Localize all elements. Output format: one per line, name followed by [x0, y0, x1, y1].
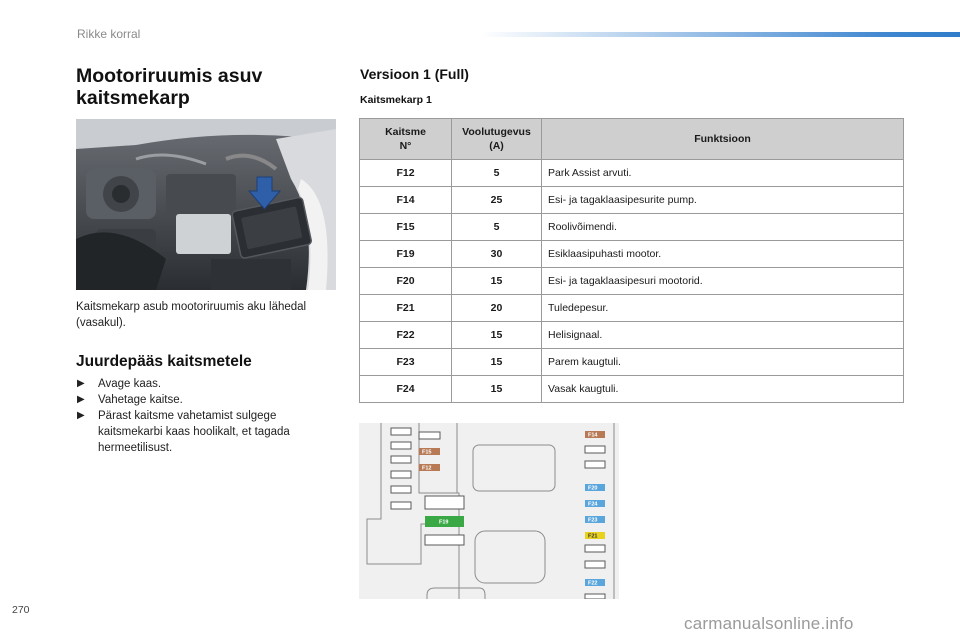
fuse-f24-label: F24: [588, 501, 598, 508]
fuse-cell: F15: [360, 214, 452, 241]
table-row: [360, 376, 904, 403]
fuse-f19-label: F19: [439, 519, 449, 526]
amps-cell: 15: [452, 376, 542, 403]
header-rule: [480, 32, 960, 37]
arrow-bullet-icon: ▶: [77, 394, 85, 405]
fuse-f12-label: F12: [422, 465, 432, 472]
fuse-table: [359, 118, 904, 403]
amps-cell: 30: [452, 241, 542, 268]
header-text: Voolutugevus: [462, 126, 531, 138]
function-cell: Tuledepesur.: [542, 295, 904, 322]
page-title: [76, 65, 336, 109]
list-item: [76, 376, 338, 392]
fuse-cell: F19: [360, 241, 452, 268]
function-header: Funktsioon: [542, 119, 904, 160]
page-title-line1: Mootoriruumis asuv: [76, 65, 263, 87]
fusebox-diagram: [359, 423, 619, 599]
amps-cell: 5: [452, 214, 542, 241]
amps-cell: 15: [452, 349, 542, 376]
step-text: Vahetage kaitse.: [98, 394, 183, 406]
function-cell: Esiklaasipuhasti mootor.: [542, 241, 904, 268]
amperage-header: [452, 119, 542, 160]
arrow-bullet-icon: ▶: [77, 410, 85, 421]
photo-caption: Kaitsmekarp asub mootoriruumis aku lähedal (vasakul).: [76, 301, 307, 329]
fuse-f21-label: F21: [588, 533, 598, 540]
table-row: [360, 241, 904, 268]
engine-bay-photo: [76, 119, 336, 290]
fuse-cell: F12: [360, 160, 452, 187]
header-text: (A): [489, 140, 504, 152]
section-header: Rikke korral: [77, 27, 141, 41]
fuse-cell: F22: [360, 322, 452, 349]
function-cell: Esi- ja tagaklaasipesuri mootorid.: [542, 268, 904, 295]
header-text: N°: [399, 140, 412, 152]
fuse-f20-label: F20: [588, 485, 598, 492]
fuse-f23-label: F23: [588, 517, 598, 524]
amps-cell: 15: [452, 268, 542, 295]
amps-cell: 20: [452, 295, 542, 322]
amps-cell: 25: [452, 187, 542, 214]
table-row: [360, 349, 904, 376]
watermark: carmanualsonline.info: [684, 614, 854, 633]
table-row: [360, 322, 904, 349]
step-text: Avage kaas.: [98, 378, 162, 390]
access-heading: Juurdepääs kaitsmetele: [76, 353, 252, 370]
table-row: [360, 295, 904, 322]
page-number: 270: [12, 604, 30, 616]
page-title-line2: kaitsmekarp: [76, 87, 190, 109]
fuse-f15-label: F15: [422, 449, 432, 456]
fuse-cell: F21: [360, 295, 452, 322]
fuse-cell: F23: [360, 349, 452, 376]
function-cell: Esi- ja tagaklaasipesurite pump.: [542, 187, 904, 214]
step-text: Pärast kaitsme vahetamist sulgege kaitsmekarbi kaas hoolikalt, et tagada hermeetilisust.: [98, 410, 290, 454]
fuse-f14-label: F14: [588, 432, 598, 439]
fuse-f22-label: F22: [588, 580, 598, 587]
function-cell: Helisignaal.: [542, 322, 904, 349]
arrow-bullet-icon: ▶: [77, 378, 85, 389]
version-heading: Versioon 1 (Full): [360, 66, 469, 82]
table-row: [360, 268, 904, 295]
fusebox-layout-svg: [359, 423, 619, 599]
amps-cell: 5: [452, 160, 542, 187]
table-header-row: [360, 119, 904, 160]
fusebox-subheading: Kaitsmekarp 1: [360, 94, 432, 106]
engine-bay-illustration: [76, 119, 336, 290]
function-cell: Vasak kaugtuli.: [542, 376, 904, 403]
access-steps-list: [76, 376, 338, 456]
fuse-number-header: [360, 119, 452, 160]
amps-cell: 15: [452, 322, 542, 349]
table-row: [360, 214, 904, 241]
fuse-cell: F14: [360, 187, 452, 214]
table-row: [360, 187, 904, 214]
list-item: [76, 392, 338, 408]
header-text: Kaitsme: [385, 126, 426, 138]
function-cell: Parem kaugtuli.: [542, 349, 904, 376]
fuse-cell: F20: [360, 268, 452, 295]
list-item: [76, 408, 338, 456]
fuse-cell: F24: [360, 376, 452, 403]
function-cell: Roolivõimendi.: [542, 214, 904, 241]
table-row: [360, 160, 904, 187]
function-cell: Park Assist arvuti.: [542, 160, 904, 187]
